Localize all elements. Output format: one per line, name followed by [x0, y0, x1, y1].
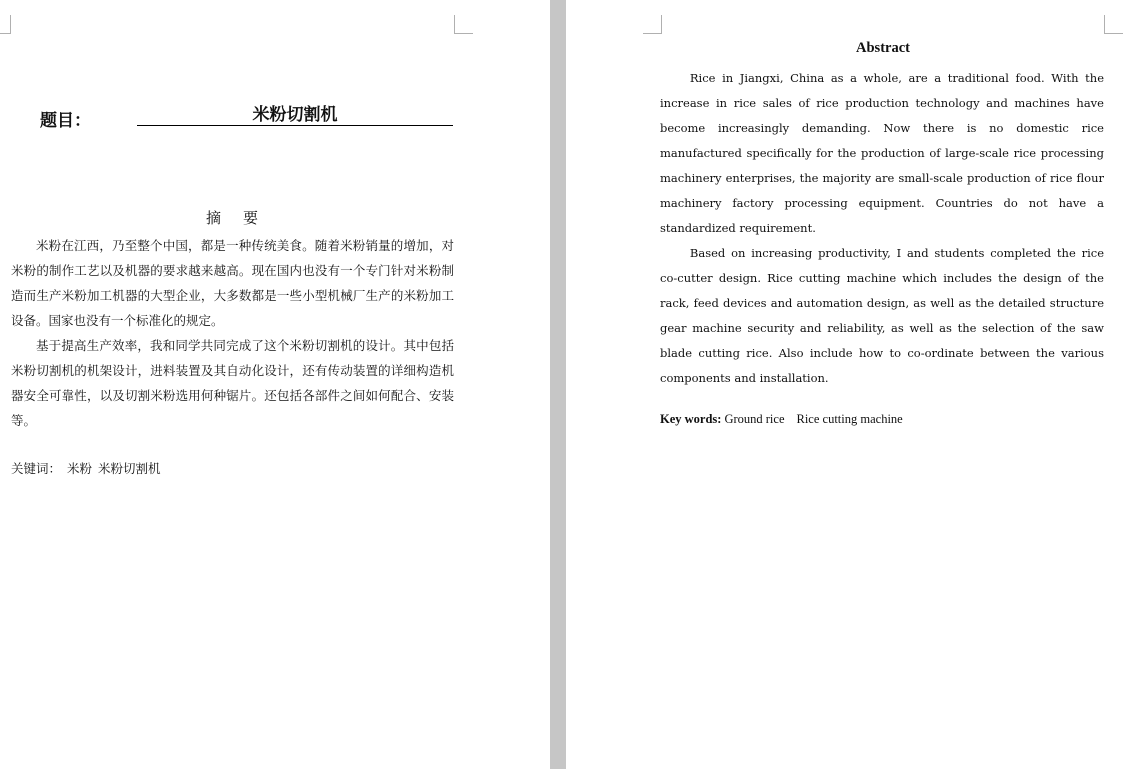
keyword-item: 米粉切割机	[98, 461, 161, 476]
document-page-chinese	[0, 0, 550, 769]
title-label: 题目：	[40, 111, 91, 131]
abstract-paragraph: 米粉在江西，乃至整个中国，都是一种传统美食。随着米粉销量的增加，对米粉的制作工艺以及机器的要求越来越高。现在国内也没有一个专门针对米粉制造而生产米粉加工机器的大型企业，大多数都是一些小型机械厂生产的米粉加工设备。国家也没有一个标准化的规定。	[11, 238, 454, 328]
keywords-chinese	[11, 459, 161, 479]
thesis-title-row	[40, 104, 420, 131]
abstract-paragraph: 基于提高生产效率，我和同学共同完成了这个米粉切割机的设计。其中包括米粉切割机的机架设计，进料装置及其自动化设计，还有传动装置的详细构造机器安全可靠性，以及切割米粉选用何种锯片。还包括各部件之间如何配合、安装等。	[11, 338, 454, 428]
keywords-label: 关键词：	[11, 461, 62, 476]
abstract-heading-chinese: 摘要	[205, 209, 280, 227]
abstract-heading-english: Abstract	[856, 40, 910, 56]
crop-mark-top-left	[0, 15, 11, 34]
crop-mark-top-left	[643, 15, 662, 34]
abstract-paragraph: Rice in Jiangxi, China as a whole, are a traditional food. With the increase in rice sales of rice production technology and machines have become increasingly demanding. Now there is no domestic rice manufactured specifically for the production of large-scale rice processing machinery enterprises, the majority are small-scale production of rice flour machinery factory processing equipment. Countries do not have a standardized requirement.	[660, 71, 1104, 235]
keyword-item: Ground rice	[724, 412, 785, 426]
keywords-label: Key words:	[660, 412, 722, 426]
crop-mark-top-right	[454, 15, 473, 34]
abstract-body-english	[660, 66, 1104, 391]
thesis-title: 米粉切割机	[137, 104, 453, 126]
abstract-body-chinese	[11, 233, 454, 433]
keyword-item: 米粉	[67, 461, 93, 476]
crop-mark-top-right	[1104, 15, 1123, 34]
keyword-item: Rice cutting machine	[796, 412, 903, 426]
document-page-english	[566, 0, 1137, 769]
keywords-english	[660, 409, 903, 429]
abstract-paragraph: Based on increasing productivity, I and students completed the rice co-cutter design. Rice cutting machine which includes the design of the rack, feed devices and automation design, as well as the detailed structure gear machine security and reliability, as well as the selection of the saw blade cutting rice. Also include how to co-ordinate between the various components and installation.	[660, 246, 1104, 385]
page-gutter	[550, 0, 566, 769]
